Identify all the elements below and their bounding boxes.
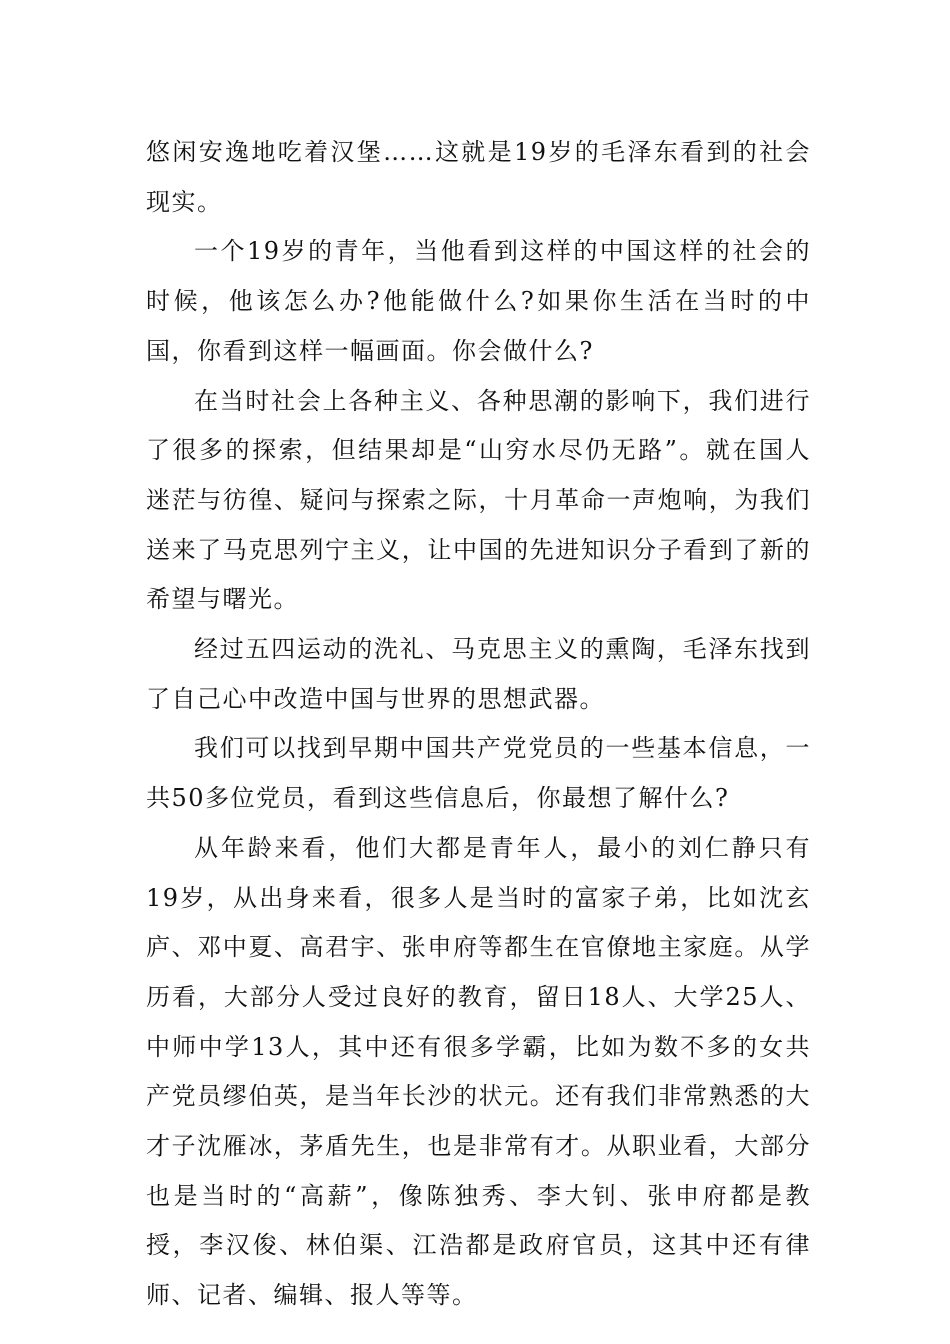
paragraph-5: 我们可以找到早期中国共产党党员的一些基本信息，一共50多位党员，看到这些信息后，你最想了解什么? bbox=[146, 734, 811, 813]
paragraph-3: 在当时社会上各种主义、各种思潮的影响下，我们进行了很多的探索，但结果却是“山穷水尽仍无路”。就在国人迷茫与彷徨、疑问与探索之际，十月革命一声炮响，为我们送来了马克思列宁主义，让中国的先进知识分子看到了新的希望与曙光。 bbox=[146, 386, 811, 614]
paragraph-6: 从年龄来看，他们大都是青年人，最小的刘仁静只有19岁，从出身来看，很多人是当时的富家子弟，比如沈玄庐、邓中夏、高君宇、张申府等都生在官僚地主家庭。从学历看，大部分人受过良好的教育，留日18人、大学25人、中师中学13人，其中还有很多学霸，比如为数不多的女共产党员缪伯英，是当年长沙的状元。还有我们非常熟悉的大才子沈雁冰，茅盾先生，也是非常有才。从职业看，大部分也是当时的“高薪”，像陈独秀、李大钊、张申府都是教授，李汉俊、林伯渠、江浩都是政府官员，这其中还有律师、记者、编辑、报人等等。 bbox=[146, 833, 811, 1310]
paragraph-1: 悠闲安逸地吃着汉堡……这就是19岁的毛泽东看到的社会现实。 bbox=[146, 138, 811, 216]
paragraph-2: 一个19岁的青年，当他看到这样的中国这样的社会的时候，他该怎么办?他能做什么?如果你生活在当时的中国，你看到这样一幅画面。你会做什么? bbox=[146, 237, 811, 365]
paragraph-4: 经过五四运动的洗礼、马克思主义的熏陶，毛泽东找到了自己心中改造中国与世界的思想武器。 bbox=[146, 635, 811, 713]
body-text bbox=[146, 128, 811, 1321]
